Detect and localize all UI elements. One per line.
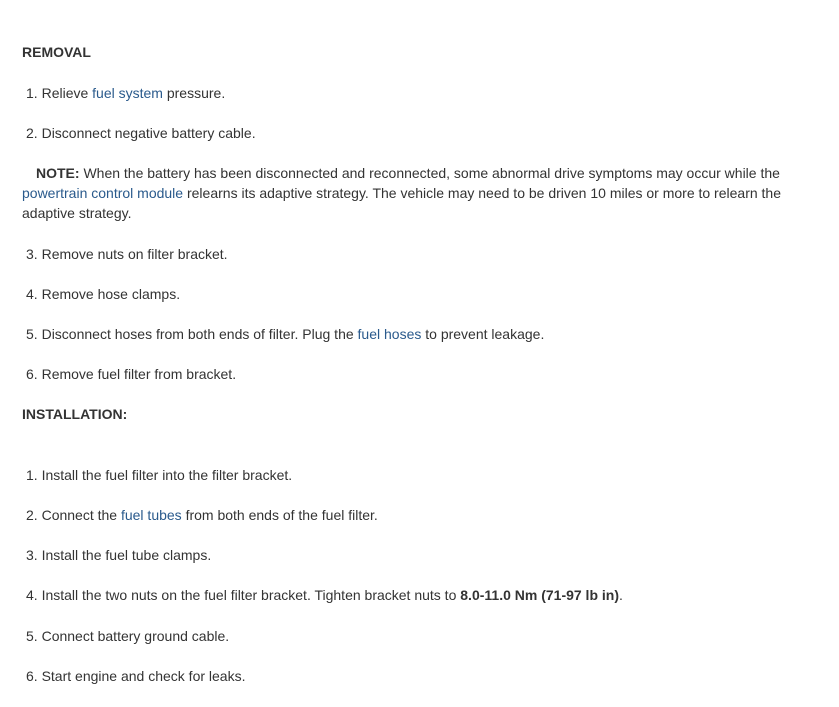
removal-step-4 xyxy=(26,284,180,304)
step-text: to prevent leakage. xyxy=(421,326,545,342)
installation-step-2 xyxy=(26,505,378,525)
step-text: Install the fuel tube clamps. xyxy=(37,547,212,563)
step-text: Remove fuel filter from bracket. xyxy=(37,366,237,382)
step-text: Install the fuel filter into the filter bracket. xyxy=(37,467,293,483)
step-number: 3. xyxy=(26,246,38,262)
step-text: pressure. xyxy=(162,85,226,101)
removal-step-3 xyxy=(26,244,228,264)
step-text: Start engine and check for leaks. xyxy=(37,668,246,684)
step-text: Install the two nuts on the fuel filter bracket. Tighten bracket nuts to xyxy=(37,587,461,603)
fuel-system-link[interactable]: fuel system xyxy=(92,85,163,101)
installation-step-5 xyxy=(26,626,229,646)
note-text: When the battery has been disconnected and reconnected, some abnormal drive symptoms may occur while the xyxy=(79,165,780,181)
step-number: 1. xyxy=(26,85,38,101)
step-number: 2. xyxy=(26,125,38,141)
powertrain-control-module-link[interactable]: powertrain control module xyxy=(22,185,184,201)
step-number: 5. xyxy=(26,326,38,342)
step-text: Relieve xyxy=(37,85,93,101)
step-text: Remove nuts on filter bracket. xyxy=(37,246,228,262)
step-number: 6. xyxy=(26,366,38,382)
step-number: 2. xyxy=(26,507,38,523)
installation-heading: INSTALLATION: xyxy=(22,406,128,422)
step-text: Disconnect negative battery cable. xyxy=(37,125,256,141)
fuel-tubes-link[interactable]: fuel tubes xyxy=(120,507,182,523)
step-text: . xyxy=(619,587,623,603)
installation-step-4 xyxy=(26,585,623,605)
installation-step-1 xyxy=(26,465,292,485)
fuel-hoses-link[interactable]: fuel hoses xyxy=(357,326,422,342)
step-number: 6. xyxy=(26,668,38,684)
note-text: relearns its adaptive strategy. The vehicle may need to be driven 10 miles or more to relearn the adaptive strategy. xyxy=(22,185,781,221)
step-number: 4. xyxy=(26,587,38,603)
removal-step-1 xyxy=(26,83,225,103)
step-number: 5. xyxy=(26,628,38,644)
step-text: Disconnect hoses from both ends of filter. Plug the xyxy=(37,326,358,342)
step-number: 3. xyxy=(26,547,38,563)
step-text: Connect battery ground cable. xyxy=(37,628,230,644)
removal-step-2 xyxy=(26,123,256,143)
removal-step-6 xyxy=(26,364,236,384)
step-text: Remove hose clamps. xyxy=(37,286,181,302)
step-number: 4. xyxy=(26,286,38,302)
installation-step-3 xyxy=(26,545,211,565)
battery-note xyxy=(22,163,802,223)
step-text: from both ends of the fuel filter. xyxy=(181,507,378,523)
removal-heading: REMOVAL xyxy=(22,44,91,60)
step-text: Connect the xyxy=(37,507,121,523)
note-label: NOTE: xyxy=(36,165,80,181)
installation-step-6 xyxy=(26,666,245,686)
removal-step-5 xyxy=(26,324,544,344)
torque-spec: 8.0-11.0 Nm (71-97 lb in) xyxy=(460,587,619,603)
step-number: 1. xyxy=(26,467,38,483)
